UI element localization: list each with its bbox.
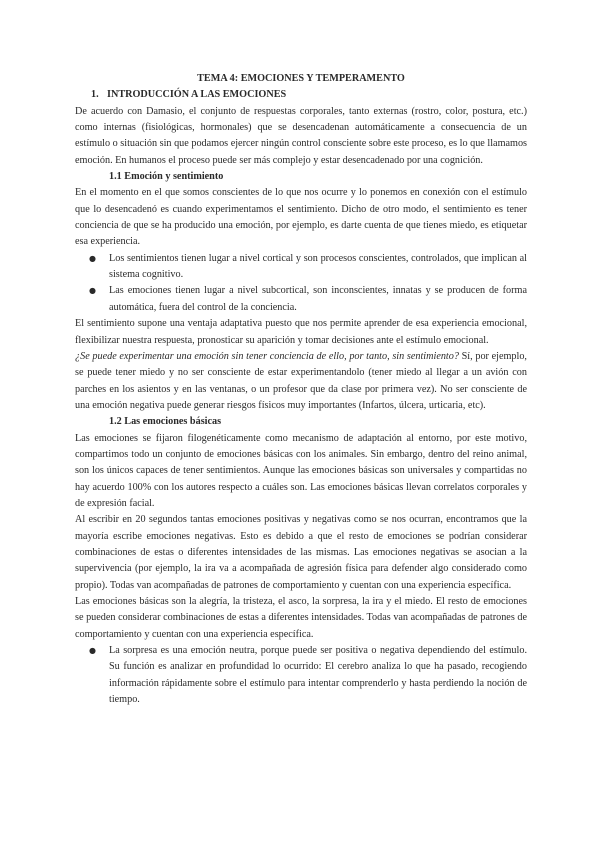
section-1-heading — [91, 87, 527, 103]
section-1-1-paragraph-3 — [75, 349, 527, 414]
section-1-2-bullet-list — [75, 643, 527, 708]
section-1-1-paragraph-2: El sentimiento supone una ventaja adaptativa puesto que nos permite aprender de esa experiencia emocional, flexibilizar nuestra respuesta, pronosticar su aparición y tomar decisiones ante el estímulo emocional. — [75, 318, 527, 346]
list-item: ● Los sentimientos tienen lugar a nivel cortical y son procesos conscientes, controlados, que implican al sistema cognitivo. — [75, 251, 527, 284]
section-1-2-paragraph-3: Las emociones básicas son la alegría, la tristeza, el asco, la sorpresa, la ira y el miedo. El resto de emociones se pueden considerar combinaciones de estas a diferentes intensidades. Todas van acompañadas de patrones de comportamiento y cuentan con una experiencia específica. — [75, 596, 527, 640]
document-page — [75, 71, 527, 708]
italic-question: ¿Se puede experimentar una emoción sin tener conciencia de ello, por tanto, sin sentimiento? — [75, 350, 459, 362]
section-1-paragraph: De acuerdo con Damasio, el conjunto de respuestas corporales, tanto externas (rostro, color, postura, etc.) como internas (fisiológicas, hormonales) que se desencadenan automáticamente a consecuencia de un estímulo o situación sin que podamos ejercer ningún control consciente sobre este proceso, es lo que llamamos emoción. En humanos el proceso puede ser más complejo y estar desencadenado por una cognición. — [75, 105, 527, 166]
list-item: ● La sorpresa es una emoción neutra, porque puede ser positiva o negativa dependiendo del estímulo. Su función es analizar en profundidad lo ocurrido: El cerebro analiza lo que ha pasado, recogiendo información rápidamente sobre el estímulo para intentar comprenderlo y hasta perdiendo la noción de tiempo. — [75, 643, 527, 708]
section-1-number: 1. — [91, 89, 99, 101]
section-1-heading-text: INTRODUCCIÓN A LAS EMOCIONES — [107, 89, 287, 101]
section-1-2-paragraph-2: Al escribir en 20 segundos tantas emociones positivas y negativas como se nos ocurran, encontramos que la mayoría escribe emociones negativas. Esto es debido a que el resto de emociones se podrían considerar combinaciones de estas o diferentes intensidades de las mismas. Las emociones negativas se asocian a la supervivencia (por ejemplo, la ira va a acompañada de agresión física para defender algo considerado como propio). Todas van acompañadas de patrones de comportamiento y cuentan con una experiencia específica. — [75, 514, 527, 591]
section-1-1-paragraph-1: En el momento en el que somos conscientes de lo que nos ocurre y lo ponemos en conexión con el estímulo que lo desencadenó es cuando experimentamos el sentimiento. Dicho de otro modo, el sentimiento es tener conciencia de que se ha producido una emoción, por ejemplo, es darte cuenta de que tienes miedo, es etiquetar esa experiencia. — [75, 187, 527, 248]
document-title: TEMA 4: EMOCIONES Y TEMPERAMENTO — [197, 73, 405, 84]
section-1-2-paragraph-1: Las emociones se fijaron filogenéticamente como mecanismo de adaptación al entorno, por este motivo, compartimos todo un conjunto de emociones básicas con los animales. Sin embargo, dentro del reino animal, son los únicos capaces de tener sentimientos. Aunque las emociones básicas son universales y compartidas no hay acuerdo 100% con los autores respecto a cuáles son. Las emociones básicas llevan correlatos corporales y de expresión facial. — [75, 432, 527, 509]
section-1-1-bullet-list — [75, 251, 527, 316]
list-item: ● Las emociones tienen lugar a nivel subcortical, son inconscientes, innatas y se producen de forma automática, fuera del control de la conciencia. — [75, 283, 527, 316]
section-1-1-heading: 1.1 Emoción y sentimiento — [109, 171, 224, 183]
section-1-2-heading: 1.2 Las emociones básicas — [109, 416, 222, 428]
answer-text: Sí, por ejemplo, se puede tener miedo y no ser consciente de estar experimentandolo (tener miedo al llegar a un avión con parches en los asientos y en las ventanas, o un profesor que da clase por primera vez). No ser consciente de una emoción negativa puede generar riesgos físicos muy importantes (Infartos, úlcera, urticaria, etc). — [75, 350, 527, 411]
